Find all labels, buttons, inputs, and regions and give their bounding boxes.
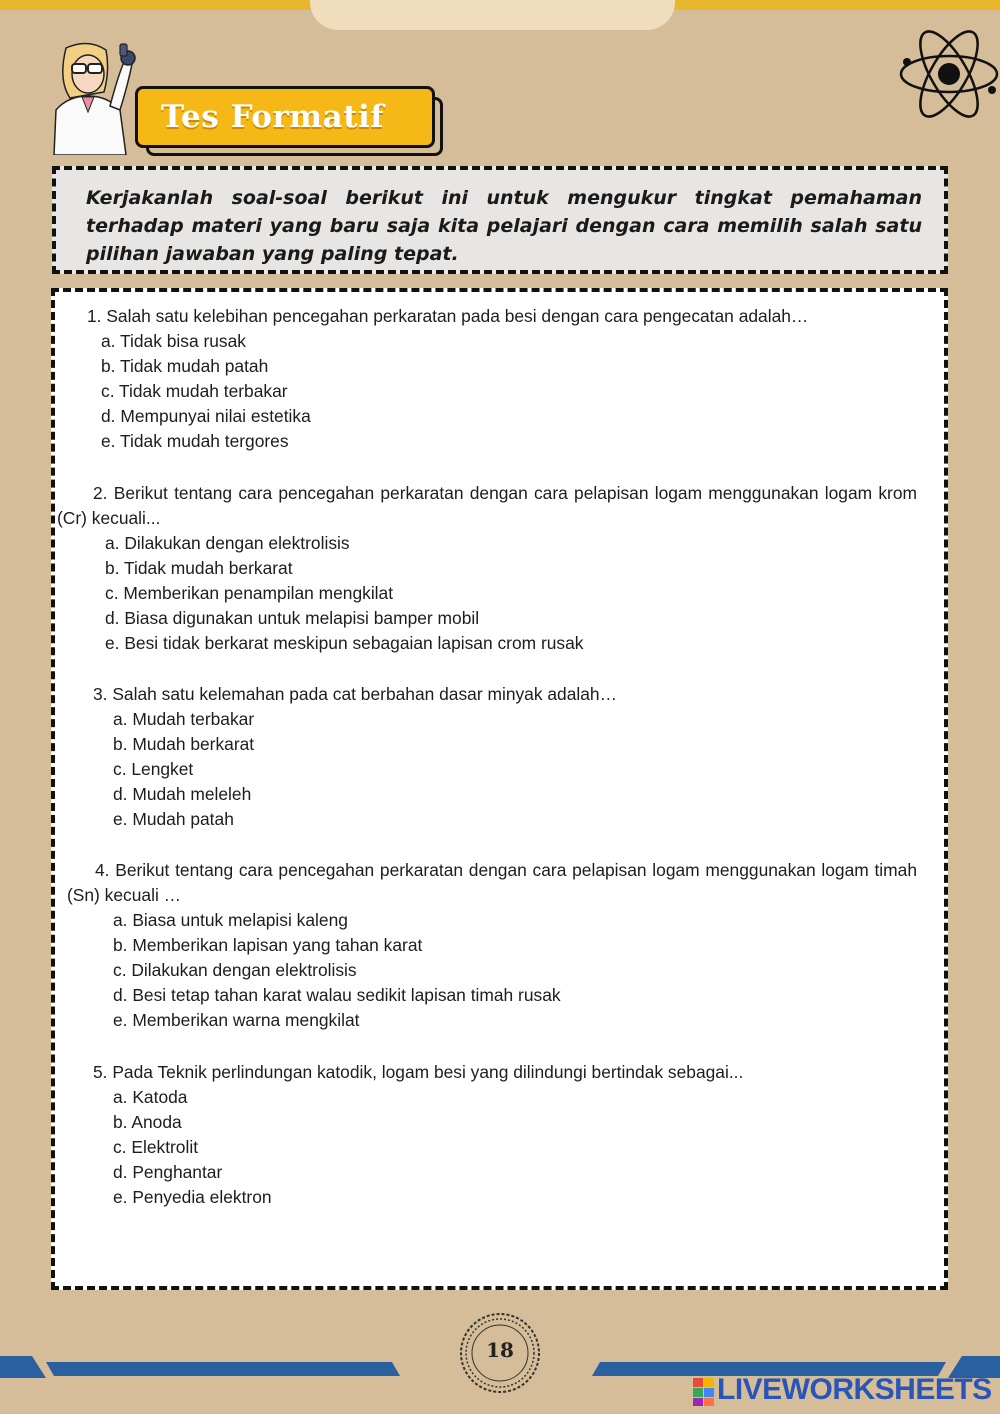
page-title: Tes Formatif xyxy=(161,99,385,135)
question-5 xyxy=(93,1060,743,1210)
option-e[interactable]: e. Mudah patah xyxy=(113,809,234,829)
option-c[interactable]: c. Memberikan penampilan mengkilat xyxy=(105,583,394,603)
option-d[interactable]: d. Penghantar xyxy=(113,1162,223,1182)
option-e[interactable]: e. Penyedia elektron xyxy=(113,1187,272,1207)
option-b[interactable]: b. Anoda xyxy=(113,1112,182,1132)
liveworksheets-logo-icon xyxy=(693,1378,715,1406)
top-tab xyxy=(310,0,675,30)
question-text: 2. Berikut tentang cara pencegahan perkaratan dengan cara pelapisan logam menggunakan logam krom (Cr) kecuali... xyxy=(57,483,917,528)
option-a[interactable]: a. Tidak bisa rusak xyxy=(101,331,246,351)
question-1 xyxy=(87,304,808,454)
option-a[interactable]: a. Dilakukan dengan elektrolisis xyxy=(105,533,350,553)
instructions-box xyxy=(52,166,948,274)
option-d[interactable]: d. Mempunyai nilai estetika xyxy=(101,406,311,426)
question-2 xyxy=(57,481,917,656)
question-text: 4. Berikut tentang cara pencegahan perkaratan dengan cara pelapisan logam menggunakan logam timah (Sn) kecuali … xyxy=(67,860,917,905)
question-3 xyxy=(93,682,617,832)
option-a[interactable]: a. Mudah terbakar xyxy=(113,709,255,729)
option-c[interactable]: c. Elektrolit xyxy=(113,1137,199,1157)
liveworksheets-brand[interactable]: LIVEWORKSHEETS xyxy=(717,1373,992,1406)
option-c[interactable]: c. Tidak mudah terbakar xyxy=(101,381,288,401)
quiz-box xyxy=(51,288,948,1290)
option-c[interactable]: c. Lengket xyxy=(113,759,194,779)
question-4 xyxy=(67,858,917,1033)
option-b[interactable]: b. Tidak mudah patah xyxy=(101,356,269,376)
option-e[interactable]: e. Besi tidak berkarat meskipun sebagaian lapisan crom rusak xyxy=(105,633,584,653)
atom-icon xyxy=(895,18,1000,130)
option-a[interactable]: a. Katoda xyxy=(113,1087,188,1107)
question-text: 3. Salah satu kelemahan pada cat berbahan dasar minyak adalah… xyxy=(93,684,617,704)
page-number: 18 xyxy=(486,1338,514,1362)
option-e[interactable]: e. Memberikan warna mengkilat xyxy=(113,1010,360,1030)
option-c[interactable]: c. Dilakukan dengan elektrolisis xyxy=(113,960,357,980)
option-e[interactable]: e. Tidak mudah tergores xyxy=(101,431,289,451)
option-d[interactable]: d. Biasa digunakan untuk melapisi bamper mobil xyxy=(105,608,480,628)
option-d[interactable]: d. Besi tetap tahan karat walau sedikit lapisan timah rusak xyxy=(113,985,561,1005)
question-text: 5. Pada Teknik perlindungan katodik, logam besi yang dilindungi bertindak sebagai... xyxy=(93,1062,744,1082)
option-b[interactable]: b. Memberikan lapisan yang tahan karat xyxy=(113,935,423,955)
option-d[interactable]: d. Mudah meleleh xyxy=(113,784,252,804)
question-text: 1. Salah satu kelebihan pencegahan perkaratan pada besi dengan cara pengecatan adalah… xyxy=(87,306,809,326)
instructions-text: Kerjakanlah soal-soal berikut ini untuk mengukur tingkat pemahaman terhadap materi yang baru saja kita pelajari dengan cara memilih salah satu pilihan jawaban yang paling tepat. xyxy=(86,187,922,265)
title-banner xyxy=(135,86,435,148)
option-a[interactable]: a. Biasa untuk melapisi kaleng xyxy=(113,910,348,930)
option-b[interactable]: b. Tidak mudah berkarat xyxy=(105,558,293,578)
option-b[interactable]: b. Mudah berkarat xyxy=(113,734,255,754)
